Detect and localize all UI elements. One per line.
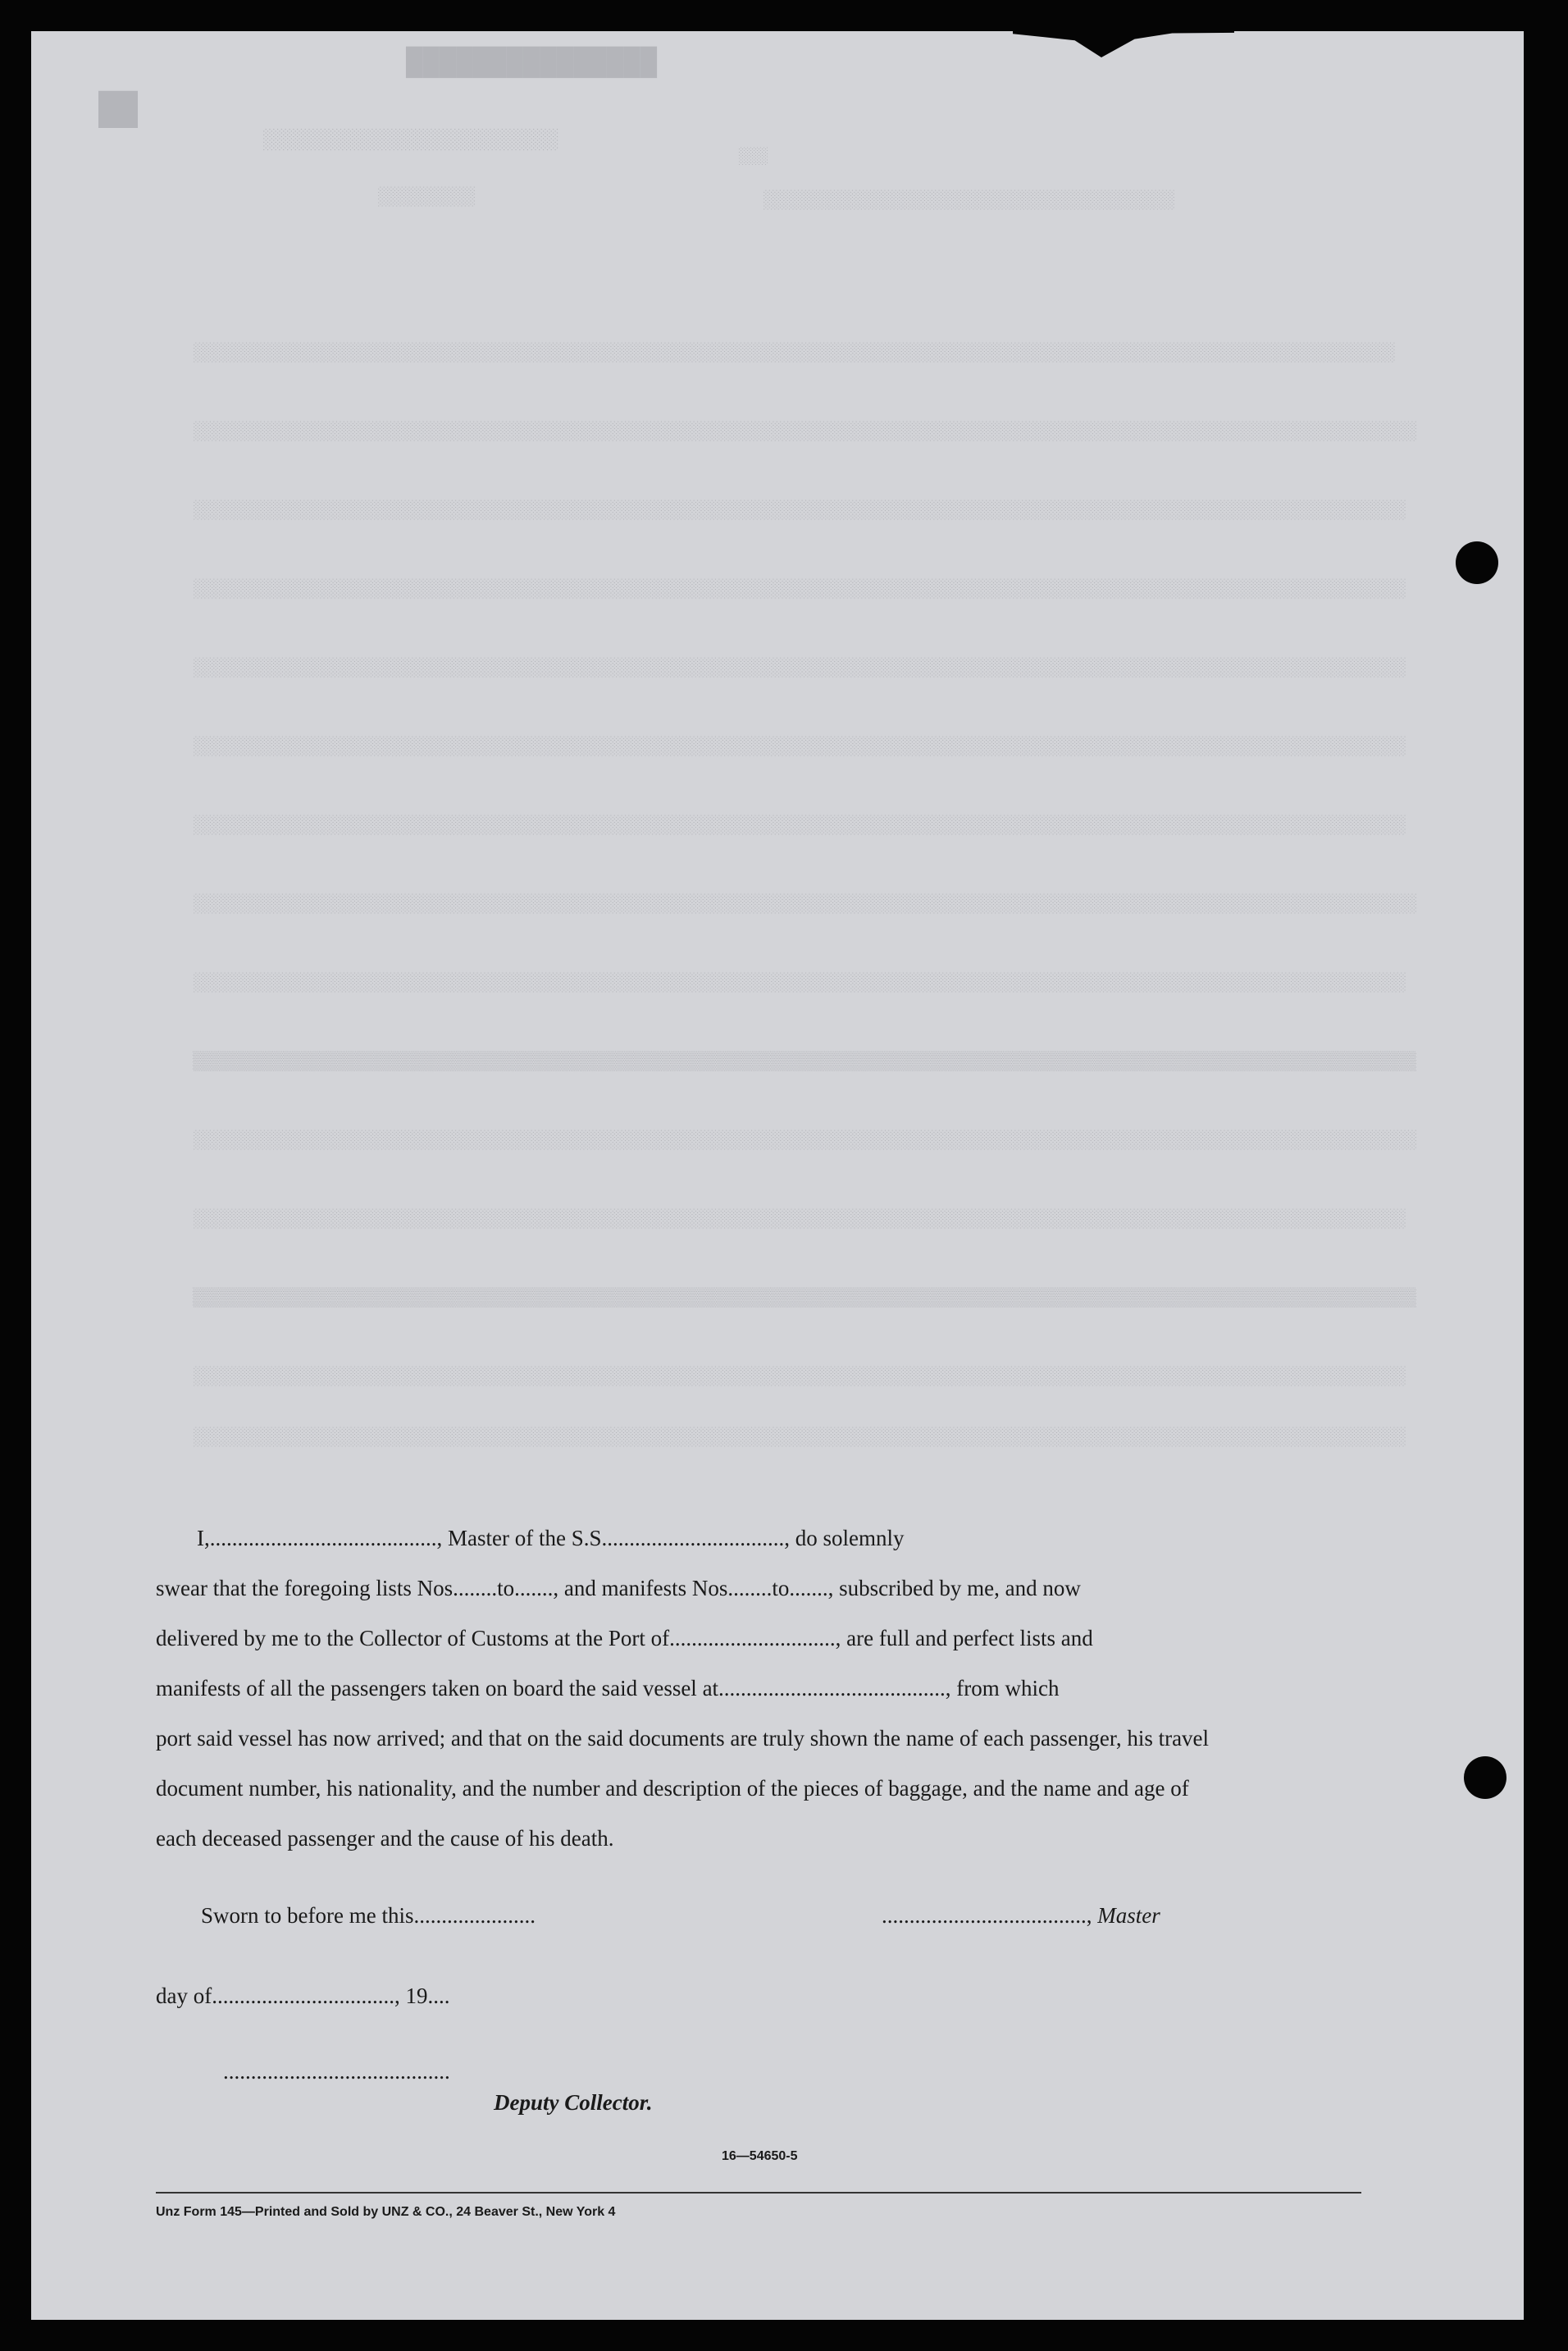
bleed-through-text: ░░░░░░░░░░░░░░░░░░░░░░░░░░░░░░░░░░░░░░ [763,190,1174,211]
footer-divider [156,2192,1361,2194]
sworn-line: Sworn to before me this...................... [201,1903,536,1928]
bleed-through-text: ░░░░░░░░░░░░░░░░░░░░░░░░░░░░░░░░░░░░░░░░░░░░░░░░░░░░░░░░░░░░░░░░░░░░░░░░░░░░░░░░░░░░░░░░░░░░░░░░░░░░░░░░░░░░░░░░ [193,1209,1406,1230]
bleed-through-text: ░░░░░░░░░░░░░░░░░░░░░░░░░░░░░░░░░░░░░░░░░░░░░░░░░░░░░░░░░░░░░░░░░░░░░░░░░░░░░░░░░░░░░░░░░░░░░░░░░░░░░░░░░░░░░░░░░ [193,894,1416,915]
bleed-through-text: ░░░░░░░░░░░░░░░░░░░░░░░░░░░░░░░░░░░░░░░░░░░░░░░░░░░░░░░░░░░░░░░░░░░░░░░░░░░░░░░░░░░░░░░░░░░░░░░░░░░░░░░░░░░░░░░░ [193,579,1406,600]
deputy-collector-label: Deputy Collector. [494,2090,653,2115]
master-dots: ....................................., [882,1903,1092,1928]
printer-imprint: Unz Form 145—Printed and Sold by UNZ & CO., 24 Beaver St., New York 4 [156,2205,616,2219]
bleed-through-text: ░░░░░░░░░░░░░░░░░░░░░░░░░░░░░░░░░░░░░░░░░░░░░░░░░░░░░░░░░░░░░░░░░░░░░░░░░░░░░░░░░░░░░░░░░░░░░░░░░░░░░░░░░░░░░░░░ [193,1427,1406,1448]
day-of-line: day of................................., 19.... [156,1984,450,2008]
bleed-through-text: ▒▒▒▒▒▒▒▒▒▒▒▒▒▒▒▒▒▒▒▒▒▒▒▒▒▒▒▒▒▒▒▒▒▒▒▒▒▒▒▒▒▒▒▒▒▒▒▒▒▒▒▒▒▒▒▒▒▒▒▒▒▒▒▒▒▒▒▒▒▒▒▒▒▒▒▒▒▒▒▒▒▒▒▒▒▒▒▒▒▒▒▒▒▒▒▒▒▒▒▒▒▒▒▒▒▒▒▒▒▒▒▒▒ [193,1288,1416,1308]
oath-line: I,........................................., Master of the S.S................................., do solemnly [197,1526,905,1550]
bleed-through-text: ███████████████ [406,48,658,79]
bleed-through-text: ░░░░░░░░░░░░░░░░░░░░░░░░░░░░░░░░░░░░░░░░░░░░░░░░░░░░░░░░░░░░░░░░░░░░░░░░░░░░░░░░░░░░░░░░░░░░░░░░░░░░░░░░░░░░░░░░ [193,815,1406,836]
bleed-through-text: ░░░░░░░░░░░░░░░░░░░░░░░░░░░░░░░░░░░░░░░░░░░░░░░░░░░░░░░░░░░░░░░░░░░░░░░░░░░░░░░░░░░░░░░░░░░░░░░░░░░░░░░░░░░░░░░░░ [193,422,1416,442]
document-page [31,31,1524,2320]
oath-line: delivered by me to the Collector of Customs at the Port of.............................., are full and perfect lists and [156,1626,1093,1650]
oath-line: each deceased passenger and the cause of his death. [156,1826,614,1851]
form-number: 16—54650-5 [722,2149,798,2163]
oath-line: document number, his nationality, and the number and description of the pieces of baggage, and the name and age of [156,1776,1189,1801]
bleed-through-text: ░░░░░░░░░░░░░░░░░░░░░░░░░░░░░░░░░░░░░░░░░░░░░░░░░░░░░░░░░░░░░░░░░░░░░░░░░░░░░░░░░░░░░░░░░░░░░░░░░░░░░░░░░░░░░░░░ [193,500,1406,521]
bleed-through-text: ░░░░░░░░░░░░░░░░░░░░░░░░░ [262,130,558,152]
bleed-through-text: ▒▒▒▒▒▒▒▒▒▒▒▒▒▒▒▒▒▒▒▒▒▒▒▒▒▒▒▒▒▒▒▒▒▒▒▒▒▒▒▒▒▒▒▒▒▒▒▒▒▒▒▒▒▒▒▒▒▒▒▒▒▒▒▒▒▒▒▒▒▒▒▒▒▒▒▒▒▒▒▒▒▒▒▒▒▒▒▒▒▒▒▒▒▒▒▒▒▒▒▒▒▒▒▒▒▒▒▒▒▒▒▒▒ [193,1052,1416,1072]
master-signature-line [882,1903,1160,1929]
deputy-signature-line: ......................................... [223,2059,450,2084]
bleed-through-text: ░░░░░░░░░░░░░░░░░░░░░░░░░░░░░░░░░░░░░░░░░░░░░░░░░░░░░░░░░░░░░░░░░░░░░░░░░░░░░░░░░░░░░░░░░░░░░░░░░░░░░░░░░░░░░░░░ [193,973,1406,993]
bleed-through-text: ░░░░░░░░░░░░░░░░░░░░░░░░░░░░░░░░░░░░░░░░░░░░░░░░░░░░░░░░░░░░░░░░░░░░░░░░░░░░░░░░░░░░░░░░░░░░░░░░░░░░░░░░░░░░░░░░ [193,1367,1406,1387]
oath-line: swear that the foregoing lists Nos........to......., and manifests Nos........to......., subscribed by me, and now [156,1576,1081,1600]
bleed-through-text: ░░░ [738,148,768,167]
bleed-through-text: ░░░░░░░░░ [377,187,475,208]
bleed-through-text: ░░░░░░░░░░░░░░░░░░░░░░░░░░░░░░░░░░░░░░░░░░░░░░░░░░░░░░░░░░░░░░░░░░░░░░░░░░░░░░░░░░░░░░░░░░░░░░░░░░░░░░░░░░░░░░░ [193,343,1395,363]
bleed-through-text: ░░░░░░░░░░░░░░░░░░░░░░░░░░░░░░░░░░░░░░░░░░░░░░░░░░░░░░░░░░░░░░░░░░░░░░░░░░░░░░░░░░░░░░░░░░░░░░░░░░░░░░░░░░░░░░░░ [193,737,1406,757]
bleed-through-text: ░░░░░░░░░░░░░░░░░░░░░░░░░░░░░░░░░░░░░░░░░░░░░░░░░░░░░░░░░░░░░░░░░░░░░░░░░░░░░░░░░░░░░░░░░░░░░░░░░░░░░░░░░░░░░░░░ [193,658,1406,678]
oath-line: manifests of all the passengers taken on board the said vessel at........................................., from which [156,1676,1060,1700]
punch-hole [1464,1756,1506,1799]
master-label: Master [1097,1903,1160,1928]
bleed-through-text: ░░░░░░░░░░░░░░░░░░░░░░░░░░░░░░░░░░░░░░░░░░░░░░░░░░░░░░░░░░░░░░░░░░░░░░░░░░░░░░░░░░░░░░░░░░░░░░░░░░░░░░░░░░░░░░░░░ [193,1130,1416,1151]
oath-line: port said vessel has now arrived; and that on the said documents are truly shown the name of each passenger, his travel [156,1726,1210,1751]
bleed-through-text: ██ [98,92,139,129]
punch-hole [1456,541,1498,584]
